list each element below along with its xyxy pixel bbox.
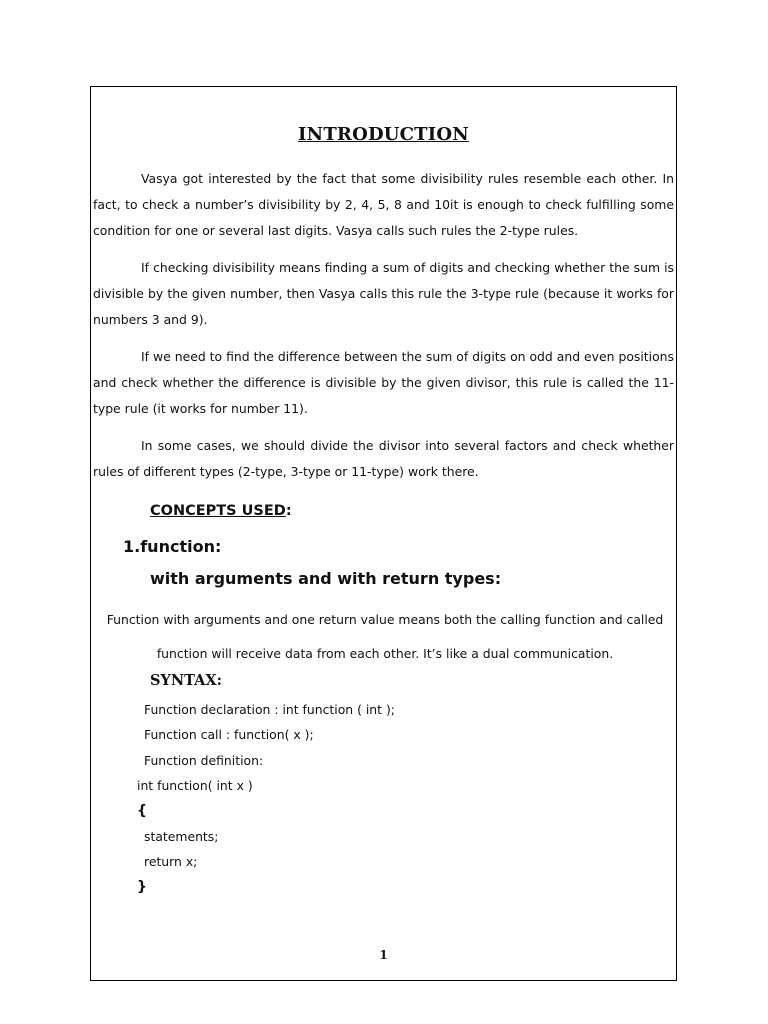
concepts-heading-colon: : <box>285 503 292 519</box>
code-line-signature: int function( int x ) <box>137 778 253 793</box>
code-line-statements: statements; <box>144 829 219 844</box>
page-number: 1 <box>379 948 388 962</box>
syntax-heading: SYNTAX: <box>150 672 222 689</box>
code-line-declaration: Function declaration : int function ( int ); <box>144 702 395 717</box>
concepts-heading <box>150 503 292 519</box>
intro-paragraph-2: If checking divisibility means finding a sum of digits and checking whether the sum is divisible by the given number, then Vasya calls this rule the 3-type rule (because it works for numbers 3 and 9). <box>93 260 674 327</box>
function-description: Function with arguments and one return value means both the calling function and called function will receive data from each other. It’s like a dual communication. <box>106 612 664 661</box>
intro-paragraph-4: In some cases, we should divide the divisor into several factors and check whether rules of different types (2-type, 3-type or 11-type) work there. <box>93 438 674 479</box>
function-heading: 1.function: <box>123 537 222 556</box>
intro-paragraph-1: Vasya got interested by the fact that some divisibility rules resemble each other. In fact, to check a number’s divisibility by 2, 4, 5, 8 and 10it is enough to check fulfilling some condition for one or several last digits. Vasya calls such rules the 2-type rules. <box>93 171 674 238</box>
intro-paragraph-3: If we need to find the difference between the sum of digits on odd and even positions and check whether the difference is divisible by the given divisor, this rule is called the 11-type rule (it works for number 11). <box>93 349 674 416</box>
page-title: INTRODUCTION <box>298 124 469 145</box>
code-line-call: Function call : function( x ); <box>144 727 314 742</box>
code-close-brace: } <box>137 879 147 895</box>
code-line-return: return x; <box>144 854 198 869</box>
concepts-heading-text: CONCEPTS USED <box>150 503 286 519</box>
code-open-brace: { <box>137 803 147 819</box>
code-line-definition-label: Function definition: <box>144 753 264 768</box>
function-subheading: with arguments and with return types: <box>150 569 502 588</box>
